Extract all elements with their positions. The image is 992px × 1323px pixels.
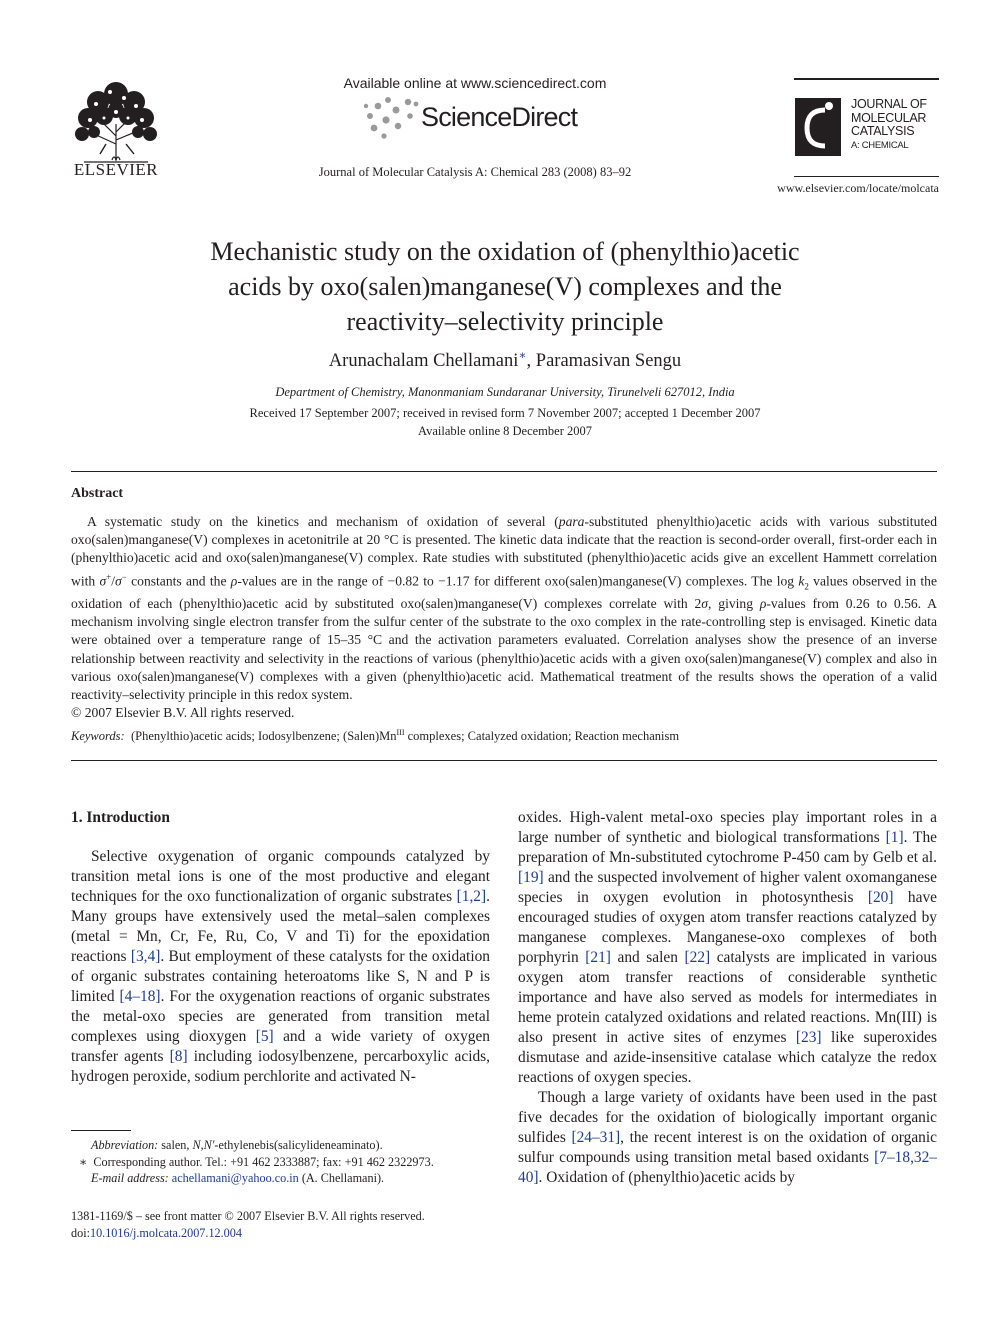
divider-top bbox=[71, 471, 937, 472]
citation-link[interactable]: [1,2] bbox=[456, 888, 487, 905]
section-heading-introduction: 1. Introduction bbox=[71, 809, 170, 826]
email-footnote: E-mail address: achellamani@yahoo.co.in (A. Chellamani). bbox=[91, 1171, 385, 1185]
abstract-body bbox=[71, 513, 937, 722]
journal-cover-icon bbox=[795, 98, 841, 156]
intro-paragraph-2: Though a large variety of oxidants have been used in the past five decades for the oxidation of biologically important organic sulfides [24–31], the recent interest is on the oxidation of organic sulfur compounds using transition metal based oxidants [7–18,32–40]. Oxidation of (phenylthio)acetic acids by bbox=[518, 1089, 937, 1186]
intro-paragraph-1-continued: oxides. High-valent metal-oxo species play important roles in a large number of synthetic and biological transformations [1]. The preparation of Mn-substituted cytochrome P-450 cam by Gelb et al. [19] and the suspected involvement of higher valent oxomanganese species in oxygen evolution in photosynthesis [20] have encouraged studies of oxygen atom transfer reactions catalyzed by manganese complexes. Manganese-oxo complexes of both porphyrin [21] and salen [22] catalysts are implicated in various oxygen atom transfer reactions of considerable synthetic importance and have also served as models for intermediates in heme protein catalyzed oxidations and related reactions. Mn(III) is also present in active sites of enzymes [23] like superoxides dismutase and azide-insensitive catalase which catalyze the redox reactions of oxygen species. bbox=[518, 809, 938, 1086]
affiliation: Department of Chemistry, Manonmaniam Sundaranar University, Tirunelveli 627012, India bbox=[275, 385, 735, 399]
article-title: Mechanistic study on the oxidation of (phenylthio)acetic acids by oxo(salen)manganese(V) complexes and the reactivity–selectivity principle bbox=[210, 237, 800, 336]
abstract-copyright: © 2007 Elsevier B.V. All rights reserved. bbox=[71, 705, 295, 721]
abstract-heading: Abstract bbox=[71, 486, 124, 501]
doi-link[interactable]: 10.1016/j.molcata.2007.12.004 bbox=[89, 1225, 242, 1240]
body-column-right bbox=[518, 808, 937, 1188]
journal-logo-rule-bottom bbox=[794, 176, 939, 177]
citation-link[interactable]: [19] bbox=[518, 869, 544, 886]
footnote-rule bbox=[71, 1130, 131, 1131]
citation-link[interactable]: [4–18] bbox=[119, 988, 161, 1005]
journal-homepage-link[interactable]: www.elsevier.com/locate/molcata bbox=[777, 181, 939, 195]
keywords-line: Keywords: (Phenylthio)acetic acids; Iodosylbenzene; $(Salen)Mn^{III}$ complexes; Catalyzed oxidation; Reaction mechanism bbox=[71, 728, 680, 744]
available-online-banner: Available online at www.sciencedirect.com bbox=[343, 75, 607, 91]
corresponding-author-mark[interactable]: ∗ bbox=[518, 348, 527, 362]
elsevier-wordmark: ELSEVIER bbox=[73, 160, 159, 179]
journal-reference: Journal of Molecular Catalysis A: Chemical 283 (2008) 83–92 bbox=[318, 165, 632, 179]
journal-logo-rule-top bbox=[794, 78, 939, 80]
citation-link[interactable]: [7–18,32–40] bbox=[518, 1149, 937, 1186]
author-name[interactable]: Arunachalam Chellamani bbox=[328, 351, 519, 372]
email-link[interactable]: achellamani@yahoo.co.in bbox=[171, 1171, 299, 1185]
author-list: Arunachalam Chellamani∗, Paramasivan Sengu bbox=[328, 348, 682, 372]
citation-link[interactable]: [21] bbox=[585, 949, 611, 966]
divider-bottom bbox=[71, 760, 937, 761]
citation-link[interactable]: [20] bbox=[867, 889, 894, 906]
citation-link[interactable]: [8] bbox=[169, 1048, 188, 1065]
issn-doi-block bbox=[71, 1208, 501, 1241]
corresponding-author-footnote: ∗ Corresponding author. Tel.: +91 462 2333887; fax: +91 462 2322973. bbox=[79, 1154, 434, 1169]
citation-link[interactable]: [5] bbox=[255, 1028, 274, 1045]
journal-logo-title: JOURNAL OF MOLECULAR CATALYSIS A: CHEMICAL bbox=[851, 97, 927, 151]
author-name[interactable]: Paramasivan Sengu bbox=[535, 351, 682, 372]
citation-link[interactable]: [24–31] bbox=[571, 1129, 621, 1146]
abbreviation-footnote: Abbreviation: salen, N,N′-ethylenebis(salicylideneaminato). bbox=[91, 1138, 383, 1152]
intro-paragraph-1: Selective oxygenation of organic compounds catalyzed by transition metal ions is one of the most productive and elegant techniques for the oxo functionalization of organic substrates [1,2]. Many groups have extensively used the metal–salen complexes (metal = Mn, Cr, Fe, Ru, Co, V and Ti) for the epoxidation reactions [3,4]. But employment of these catalysts for the oxidation of organic substrates containing heteroatoms like S, N and P is limited [4–18]. For the oxygenation reactions of organic substrates the metal-oxo species are generated from transition metal complexes using dioxygen [5] and a wide variety of oxygen transfer agents [8] including iodosylbenzene, percarboxylic acids, hydrogen peroxide, sodium perchlorite and activated N- bbox=[71, 848, 491, 1085]
citation-link[interactable]: [3,4] bbox=[130, 948, 161, 965]
received-dates: Received 17 September 2007; received in revised form 7 November 2007; accepted 1 December 2007 bbox=[249, 406, 761, 420]
footnotes bbox=[71, 1137, 501, 1187]
citation-link[interactable]: [23] bbox=[795, 1029, 822, 1046]
issn-line: 1381-1169/$ – see front matter © 2007 Elsevier B.V. All rights reserved. bbox=[71, 1209, 425, 1223]
sciencedirect-wordmark: ScienceDirect bbox=[421, 102, 578, 132]
citation-link[interactable]: [1] bbox=[885, 829, 904, 846]
doi-line: doi:10.1016/j.molcata.2007.12.004 bbox=[71, 1225, 242, 1240]
abstract-paragraph: A systematic study on the kinetics and mechanism of oxidation of several (para-substituted phenylthio)acetic acids with various substituted oxo(salen)manganese(V) complexes in acetonitrile at 20 °C is presented. The kinetic data indicate that the reaction is second-order overall, first-order each in (phenylthio)acetic acid and oxo(salen)manganese(V) complex. Rate studies with substituted (phenylthio)acetic acids give an excellent Hammett correlation with σ+/σ− constants and the ρ-values are in the range of −0.82 to −1.17 for different oxo(salen)manganese(V) complexes. The $\log k_2$ values observed in the oxidation of each (phenylthio)acetic acid by substituted oxo(salen)manganese(V) complexes correlate with 2σ, giving ρ-values from 0.26 to 0.56. A mechanism involving single electron transfer from the sulfur center of the substrate to the oxo complex in the rate-controlling step is envisaged. Kinetic data were obtained over a temperature range of 15–35 °C and the activation parameters evaluated. Correlation analyses show the presence of an inverse relationship between reactivity and selectivity in the reactions of various (phenylthio)acetic acids with a given oxo(salen)manganese(V) complex and also in various oxo(salen)manganese(V) complexes with a given (phenylthio)acetic acid. Mathematical treatment of the results shows the operation of a valid reactivity–selectivity principle in this redox system. bbox=[71, 514, 938, 703]
body-column-left bbox=[71, 808, 490, 1087]
available-online-date: Available online 8 December 2007 bbox=[417, 424, 592, 438]
citation-link[interactable]: [22] bbox=[684, 949, 711, 966]
